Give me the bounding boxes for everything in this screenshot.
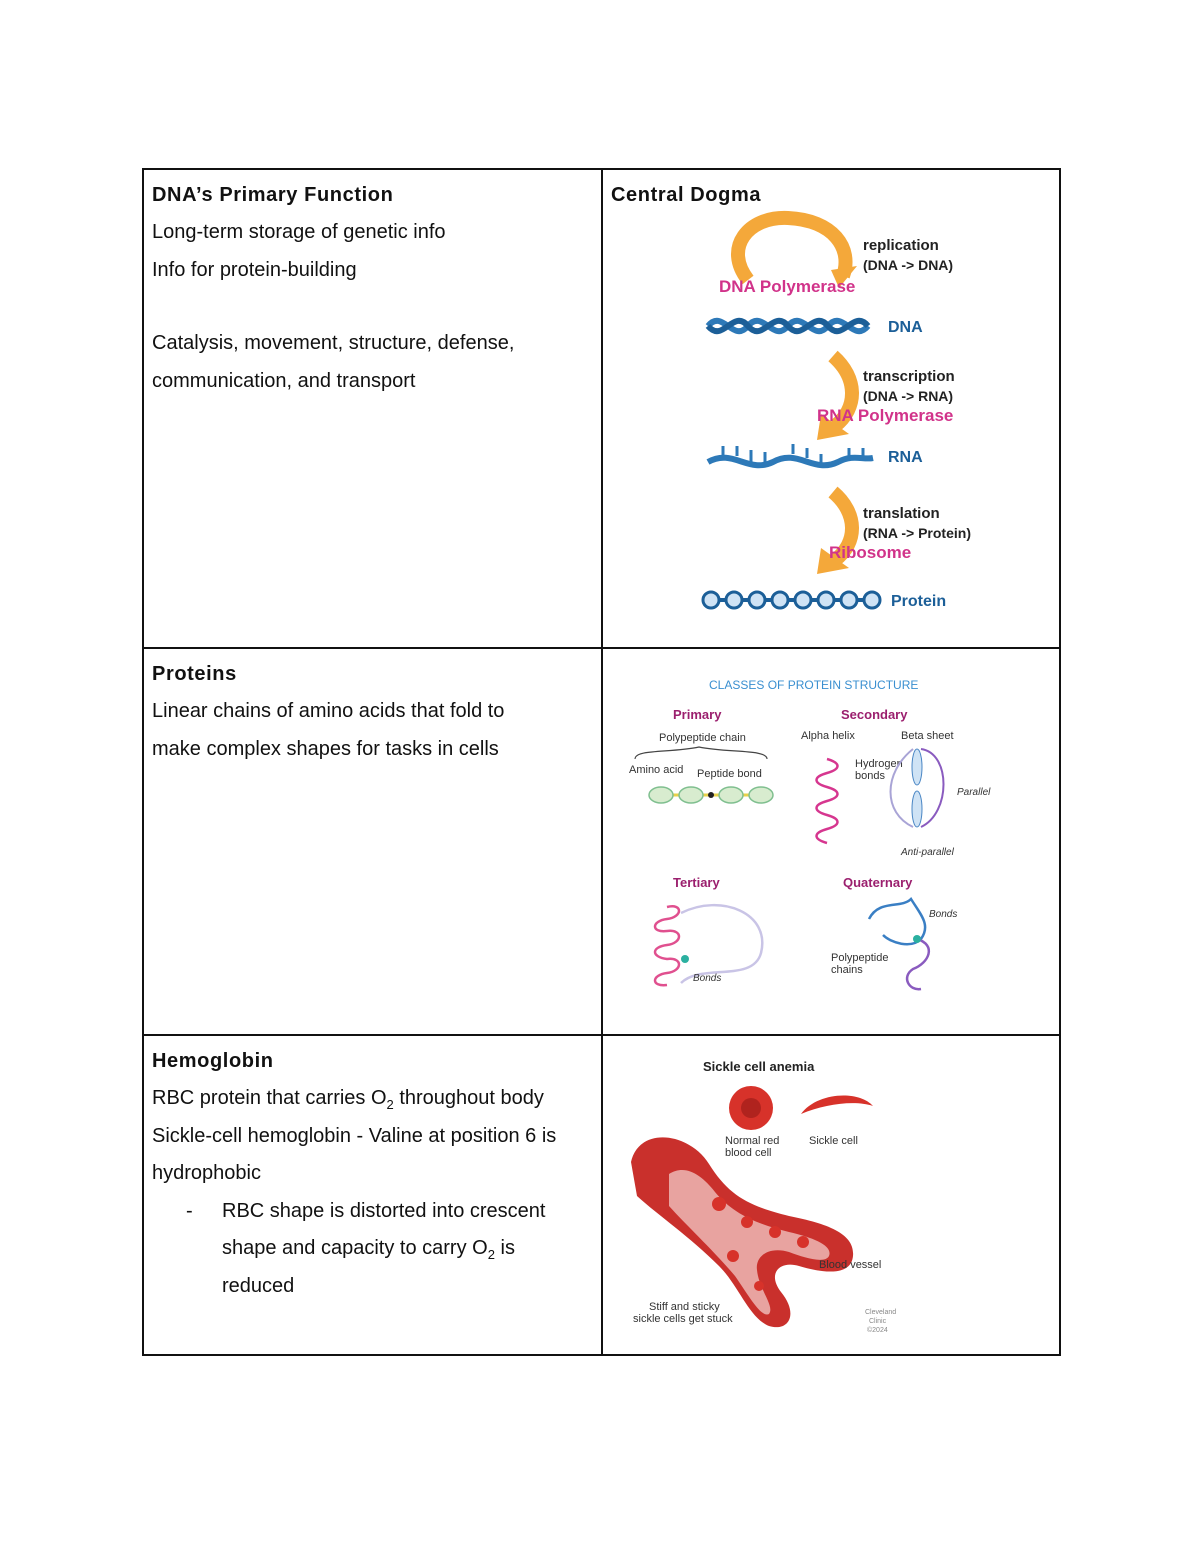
bullet-item	[152, 1193, 593, 1306]
notes-table	[142, 168, 1061, 1356]
structure-heading: CLASSES OF PROTEIN STRUCTURE	[709, 678, 919, 692]
protein-structure-figure	[621, 663, 1041, 1033]
credit-label: Cleveland	[865, 1309, 897, 1316]
rna-label: RNA	[888, 449, 923, 466]
central-dogma-figure	[653, 208, 1073, 628]
vessel-label: Blood vessel	[819, 1259, 882, 1271]
hemoglobin-line: RBC protein that carries $O_2$ throughout body	[152, 1087, 544, 1112]
blank-line	[152, 289, 593, 325]
alpha-helix-label: Alpha helix	[801, 730, 855, 742]
dna-function-line: Long-term storage of genetic info	[152, 221, 446, 243]
cell-sickle-cell	[602, 1035, 1060, 1355]
row-proteins	[143, 648, 1060, 1035]
sickle-rbc-label: Sickle cell	[809, 1135, 858, 1147]
transcription-sub-label: (DNA -> RNA)	[863, 388, 954, 404]
proteins-line: Linear chains of amino acids that fold to	[152, 700, 505, 722]
normal-rbc-label: Normal red	[725, 1135, 780, 1147]
hydrogen-label: Hydrogen	[855, 758, 903, 770]
tertiary-bonds-label: Bonds	[693, 973, 722, 984]
proteins-line: make complex shapes for tasks in cells	[152, 737, 499, 760]
stuck-label2: sickle cells get stuck	[633, 1313, 733, 1325]
beta-strand	[912, 791, 922, 827]
ribosome-label: Ribosome	[829, 543, 912, 562]
amino-acid-label: Amino acid	[629, 764, 684, 776]
peptide-bond-label: Peptide bond	[697, 768, 762, 780]
protein-label: Protein	[891, 593, 947, 610]
tertiary-loop	[681, 905, 762, 983]
dna-function-line: communication, and transport	[152, 369, 416, 392]
anti-parallel-label: Anti-parallel	[901, 847, 954, 858]
hemoglobin-title: Hemoglobin	[152, 1050, 274, 1072]
translation-label: translation	[863, 505, 940, 522]
sickle-rbc	[801, 1096, 873, 1114]
peptide-bond-dot	[708, 792, 714, 798]
tertiary-bond-dot	[681, 955, 689, 963]
quaternary-label: Quaternary	[843, 875, 913, 890]
cell-hemoglobin	[143, 1035, 602, 1355]
row-dna	[143, 169, 1060, 648]
beta-sheet-label: Beta sheet	[901, 730, 954, 742]
bullet-dash: -	[186, 1199, 193, 1222]
rna-polymerase-label: RNA Polymerase	[817, 406, 954, 425]
primary-label: Primary	[673, 707, 722, 722]
bullet-text: RBC shape is distorted into crescent shape and capacity to carry $O_2$ is reduced	[222, 1199, 546, 1297]
stuck-label: Stiff and sticky	[649, 1301, 720, 1313]
normal-rbc-label2: blood cell	[725, 1147, 772, 1159]
translation-sub-label: (RNA -> Protein)	[863, 525, 971, 541]
quaternary-bonds-label: Bonds	[929, 909, 958, 920]
chain-brace	[635, 747, 767, 759]
secondary-label: Secondary	[841, 707, 908, 722]
hemoglobin-line: Sickle-cell hemoglobin - Valine at position 6 is	[152, 1124, 557, 1147]
polypeptide-chain-label: Polypeptide chain	[659, 732, 746, 744]
dna-polymerase-label: DNA Polymerase	[719, 277, 856, 296]
transcription-label: transcription	[863, 368, 955, 385]
row-hemoglobin	[143, 1035, 1060, 1355]
chains-label: chains	[831, 964, 863, 976]
replication-label: replication	[863, 237, 939, 254]
central-dogma-title: Central Dogma	[611, 184, 762, 206]
hydrogen-bonds-label: bonds	[855, 770, 885, 782]
cell-dna-function	[143, 169, 602, 648]
quaternary-bond-dot	[913, 935, 921, 943]
replication-sub-label: (DNA -> DNA)	[863, 257, 954, 273]
dna-function-line: Catalysis, movement, structure, defense,	[152, 332, 515, 354]
dna-function-title: DNA’s Primary Function	[152, 184, 394, 206]
polypeptide-label: Polypeptide	[831, 952, 889, 964]
proteins-title: Proteins	[152, 663, 237, 685]
quaternary-chain-purple	[907, 939, 929, 989]
rna-strand	[708, 458, 873, 466]
tertiary-label: Tertiary	[673, 875, 720, 890]
sickle-cell-figure	[629, 1056, 929, 1346]
credit-label2: Clinic	[869, 1318, 887, 1325]
dna-function-line: Info for protein-building	[152, 258, 357, 281]
replication-arrow	[738, 218, 846, 280]
normal-rbc-center	[741, 1098, 761, 1118]
alpha-helix-coil	[817, 759, 838, 843]
sickle-title: Sickle cell anemia	[703, 1059, 815, 1074]
beta-strand	[912, 749, 922, 785]
parallel-strand	[921, 749, 944, 827]
cell-protein-structure	[602, 648, 1060, 1035]
cell-proteins	[143, 648, 602, 1035]
credit-label3: ©2024	[867, 1327, 888, 1334]
tertiary-coil	[655, 906, 679, 985]
parallel-label: Parallel	[957, 787, 991, 798]
cell-central-dogma	[602, 169, 1060, 648]
hemoglobin-line: hydrophobic	[152, 1162, 261, 1184]
dna-label: DNA	[888, 319, 923, 336]
